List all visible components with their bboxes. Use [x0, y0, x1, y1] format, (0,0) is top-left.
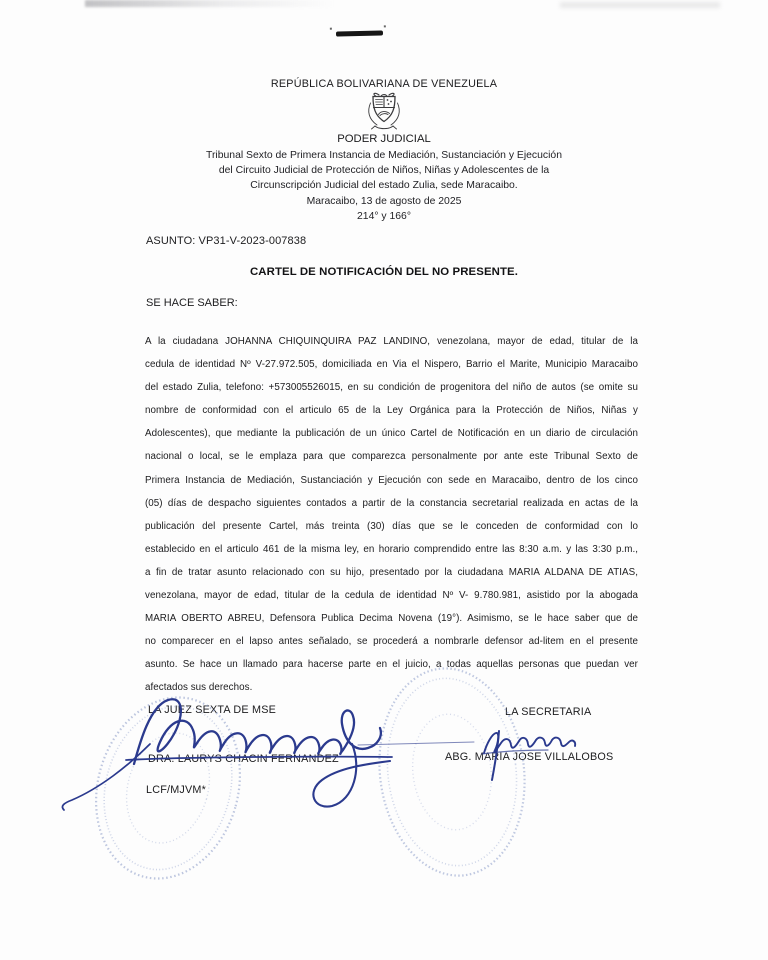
salutation: SE HACE SABER:: [146, 297, 238, 309]
scan-artifact-bar: [336, 30, 383, 36]
court-identification: [0, 148, 768, 224]
body-line: nombre de conformidad con el articulo 65 de la Ley Orgánica para la Protección de Niños, Niñas y: [145, 405, 638, 417]
scan-smudge-right: [560, 2, 720, 8]
body-line: asunto. Se hace un llamado para hacerse parte en el juicio, a todas aquellas personas que puedan ver: [145, 659, 638, 671]
body-line: Adolescentes), que mediante la publicación de un único Cartel de Notificación en un diario de circulación: [145, 428, 638, 440]
body-line: cedula de identidad Nº V-27.972.505, domiciliada en Via el Nispero, Barrio el Marite, Municipio Maracaibo: [145, 359, 638, 371]
body-line: publicación del presente Cartel, más treinta (30) días que se le conceden de conformidad con lo: [145, 520, 638, 532]
judge-role-label: LA JUEZ SEXTA DE MSE: [148, 704, 277, 716]
secretary-name: ABG. MARIA JOSE VILLALOBOS: [445, 751, 614, 763]
body-line: a fin de tratar asunto relacionado con su hijo, presentado por la ciudadana MARIA ALDANA DE ATIAS,: [145, 566, 638, 578]
body-line: (05) días de despacho siguientes contados a partir de la constancia secretarial realizada en actas de la: [145, 497, 638, 509]
court-line-2: del Circuito Judicial de Protección de Niños, Niñas y Adolescentes de la: [218, 165, 550, 177]
judge-name: DRA. LAURYS CHACIN FERNANDEZ: [148, 753, 339, 765]
notification-body: [145, 330, 638, 700]
body-line: nacional o local, se le emplaza para que comparezca personalmente por ante este Tribunal Sexto de: [145, 451, 638, 463]
body-line: Primera Instancia de Mediación, Sustanciación y Ejecución con sede en Maracaibo, dentro de los cinco: [145, 474, 638, 486]
clerk-initials: LCF/MJVM*: [146, 784, 206, 796]
court-line-date: Maracaibo, 13 de agosto de 2025: [306, 195, 462, 207]
republic-heading: REPÚBLICA BOLIVARIANA DE VENEZUELA: [270, 78, 498, 90]
court-line-years: 214° y 166°: [357, 210, 411, 222]
body-line: afectados sus derechos.: [145, 682, 253, 694]
secretary-role-label: LA SECRETARIA: [505, 706, 592, 718]
court-line-3: Circunscripción Judicial del estado Zulia, sede Maracaibo.: [250, 180, 518, 192]
case-number: ASUNTO: VP31-V-2023-007838: [146, 235, 307, 247]
venezuela-coat-of-arms-icon: [365, 92, 403, 132]
scan-smudge-left: [85, 0, 335, 7]
body-line: del estado Zulia, telefono: +573005526015, en su condición de progenitora del niño de autos (se omite su: [145, 382, 638, 394]
body-line: venezolana, mayor de edad, titular de la cedula de identidad Nº V- 9.780.981, asistido por la abogada: [145, 590, 638, 602]
body-line: A la ciudadana JOHANNA CHIQUINQUIRA PAZ LANDINO, venezolana, mayor de edad, titular de la: [145, 336, 638, 347]
poder-judicial-heading: PODER JUDICIAL: [337, 133, 431, 145]
body-line: MARIA OBERTO ABREU, Defensora Publica Decima Novena (19°). Asimismo, se le hace saber que de: [145, 613, 638, 625]
body-line: no comparecer en el lapso antes señalado, se procederá a nombrarle defensor ad-litem en el presente: [145, 636, 638, 648]
page-title: CARTEL DE NOTIFICACIÓN DEL NO PRESENTE.: [249, 266, 518, 278]
body-line: establecido en el articulo 461 de la misma ley, en horario comprendido entre las 8:30 a.m. y las 3:30 p.m.,: [145, 543, 638, 555]
court-line-1: Tribunal Sexto de Primera Instancia de Mediación, Sustanciación y Ejecución: [206, 150, 562, 161]
